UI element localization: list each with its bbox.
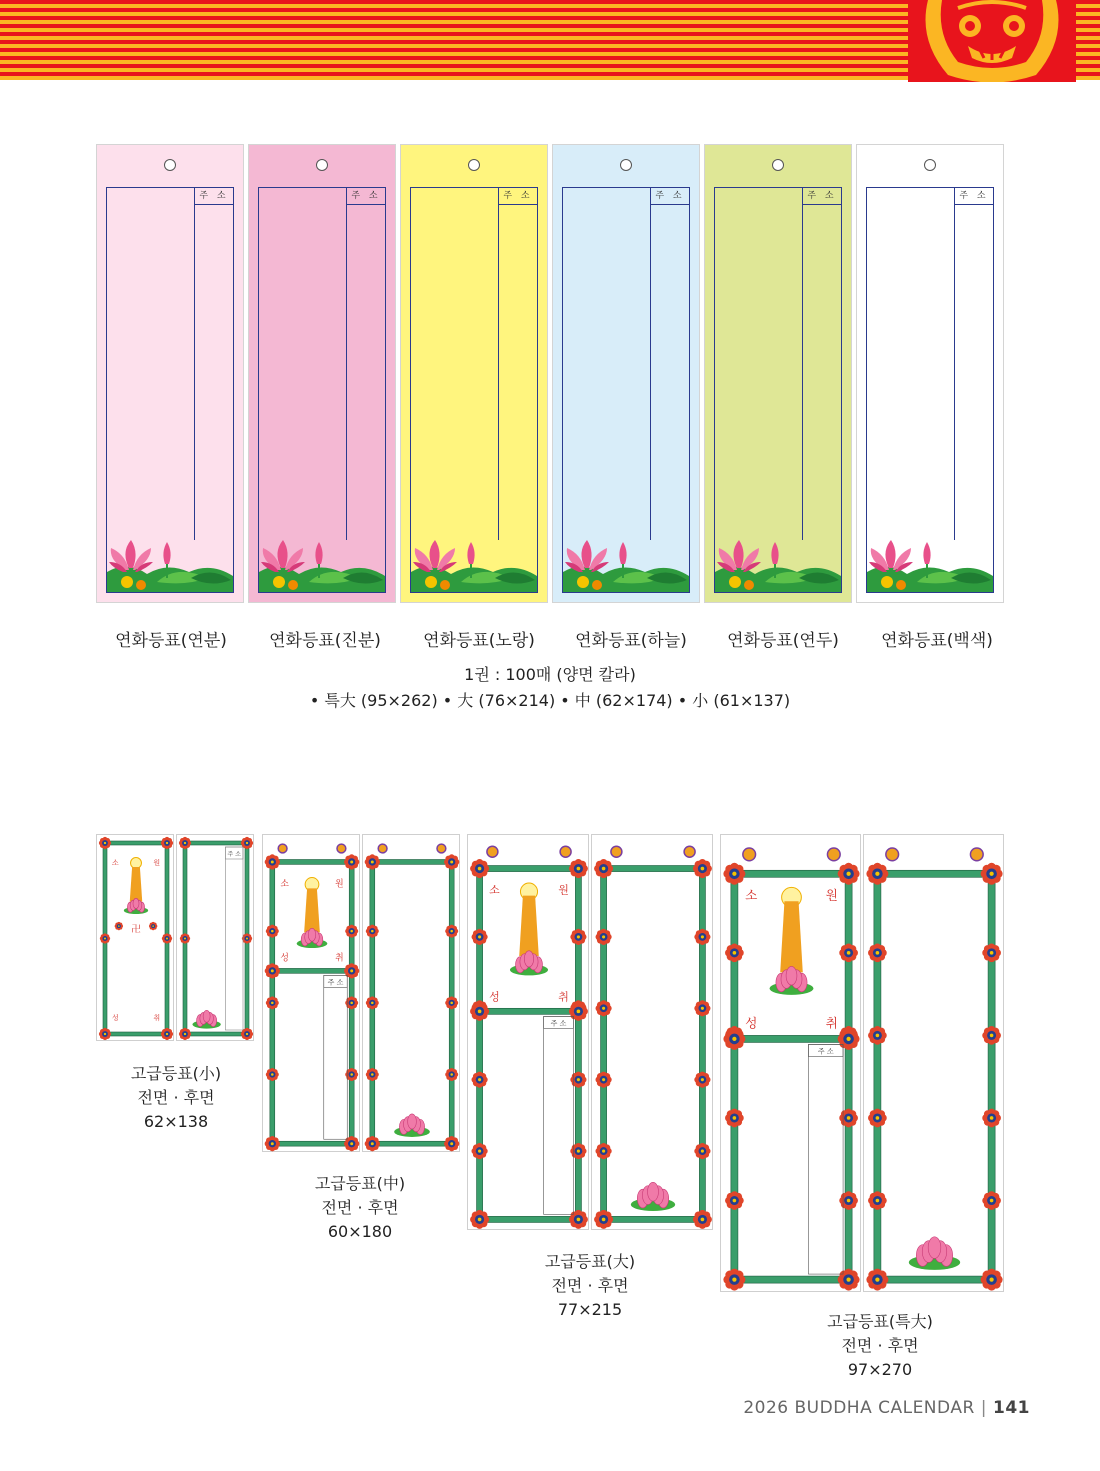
side-rosette-icon (868, 943, 887, 962)
corner-rosette-icon (161, 837, 173, 849)
corner-rosette-icon (594, 859, 613, 878)
frame-divider (270, 968, 354, 973)
premium-tag-medium-back (362, 834, 460, 1152)
char-top-left: 소 (745, 887, 758, 903)
premium-tag-small-front (96, 834, 174, 1041)
char-top-left: 소 (280, 879, 289, 890)
yin-yang-icon (560, 846, 571, 857)
frame-left (731, 870, 738, 1283)
side-rosette-icon (868, 1109, 887, 1128)
address-label: 주 소 (651, 188, 689, 205)
premium-size: 62×138 (143, 1112, 209, 1131)
frame-top (270, 860, 354, 865)
side-rosette-icon (366, 1068, 379, 1081)
side-rosette-icon (266, 925, 279, 938)
tag-info-line-1: 1권 : 100매 (양면 칼라) (464, 665, 636, 684)
premium-tag-medium-front (262, 834, 360, 1152)
lotus-flower-icon (563, 538, 689, 592)
side-rosette-icon (366, 996, 379, 1009)
corner-rosette-icon (866, 863, 888, 885)
char-bottom-right: 취 (335, 953, 344, 964)
tag-frame (106, 187, 234, 593)
lotus-flower-icon (259, 538, 385, 592)
address-label: 주 소 (227, 851, 241, 858)
address-column (808, 1044, 843, 1274)
char-bottom-left: 성 (280, 953, 289, 964)
corner-rosette-icon (99, 1028, 111, 1040)
premium-tag-art (468, 835, 590, 1231)
footer-separator: | (980, 1398, 987, 1418)
char-bottom-right: 취 (153, 1013, 161, 1022)
side-rosette-icon (149, 922, 157, 930)
page-footer (743, 1398, 1030, 1418)
address-column (544, 1016, 574, 1214)
lotus-tag-caption: 연화등표(하늘) (575, 631, 687, 651)
char-bottom-right: 취 (558, 990, 569, 1004)
premium-tag-xlarge-front (720, 834, 861, 1292)
side-rosette-icon (366, 925, 379, 938)
address-label: 주 소 (955, 188, 993, 205)
corner-rosette-icon (179, 1028, 191, 1040)
frame-bottom (477, 1216, 582, 1222)
tag-hole-icon (772, 159, 784, 171)
frame-bottom (183, 1032, 249, 1036)
premium-caption-xlarge (790, 1310, 970, 1382)
corner-rosette-icon (866, 1269, 888, 1291)
address-label: 주 소 (803, 188, 841, 205)
premium-tag-art (363, 835, 461, 1153)
tag-frame (714, 187, 842, 593)
side-rosette-icon (982, 1109, 1001, 1128)
corner-rosette-icon (569, 1002, 588, 1021)
char-bottom-left: 성 (111, 1013, 119, 1022)
buddha-figure-icon (780, 887, 803, 972)
char-bottom-left: 성 (489, 990, 500, 1004)
side-rosette-icon (570, 929, 586, 945)
yin-yang-icon (684, 846, 695, 857)
frame-bottom (370, 1141, 454, 1146)
corner-rosette-icon (344, 963, 359, 978)
premium-name: 고급등표(小) (130, 1064, 222, 1083)
premium-tag-small-back (176, 834, 254, 1041)
side-rosette-icon (242, 933, 252, 943)
lotus-tag-2 (248, 144, 396, 603)
yin-yang-icon (378, 844, 387, 853)
side-rosette-icon (180, 933, 190, 943)
frame-divider (477, 1008, 582, 1014)
frame-bottom (601, 1216, 706, 1222)
side-rosette-icon (725, 1109, 744, 1128)
corner-rosette-icon (265, 1136, 280, 1151)
tag-hole-icon (924, 159, 936, 171)
lotus-flower-icon (631, 1182, 675, 1211)
side-rosette-icon (596, 929, 612, 945)
yin-yang-icon (337, 844, 346, 853)
char-bottom-left: 성 (745, 1015, 758, 1031)
side-rosette-icon (162, 933, 172, 943)
char-bottom-right: 취 (825, 1015, 838, 1031)
frame-right (845, 870, 852, 1283)
corner-rosette-icon (693, 859, 712, 878)
char-top-right: 원 (558, 883, 569, 897)
lotus-tag-4 (552, 144, 700, 603)
lotus-flower-icon (192, 1010, 220, 1028)
corner-rosette-icon (838, 863, 860, 885)
side-rosette-icon (596, 1000, 612, 1016)
lotus-flower-icon (107, 538, 233, 592)
frame-left (477, 866, 483, 1223)
yin-yang-icon (827, 848, 840, 861)
address-column (324, 975, 347, 1139)
corner-rosette-icon (179, 837, 191, 849)
lotus-tag-caption: 연화등표(연분) (115, 631, 227, 651)
corner-rosette-icon (161, 1028, 173, 1040)
premium-caption-medium (280, 1172, 440, 1244)
address-label: 주 소 (499, 188, 537, 205)
frame-left (601, 866, 607, 1223)
address-column (346, 188, 385, 540)
address-column (954, 188, 993, 540)
premium-name: 고급등표(大) (544, 1252, 636, 1271)
tag-frame (866, 187, 994, 593)
premium-size: 97×270 (847, 1360, 913, 1379)
corner-rosette-icon (723, 1269, 745, 1291)
corner-rosette-icon (99, 837, 111, 849)
corner-rosette-icon (365, 1136, 380, 1151)
premium-tag-xlarge-back (863, 834, 1004, 1292)
corner-rosette-icon (838, 1269, 860, 1291)
yin-yang-icon (970, 848, 983, 861)
buddha-figure-icon (304, 878, 320, 933)
premium-tag-art (177, 835, 255, 1042)
premium-name: 고급등표(특大) (827, 1312, 933, 1331)
side-rosette-icon (725, 1191, 744, 1210)
lotus-flower-icon (510, 951, 548, 976)
lotus-flower-icon (909, 1237, 960, 1270)
yin-yang-icon (437, 844, 446, 853)
side-rosette-icon (982, 943, 1001, 962)
side-rosette-icon (596, 1072, 612, 1088)
lotus-tag-6 (856, 144, 1004, 603)
frame-top (601, 866, 706, 872)
lotus-flower-icon (297, 928, 328, 948)
frame-top (103, 841, 169, 845)
side-rosette-icon (472, 1072, 488, 1088)
side-rosette-icon (725, 943, 744, 962)
tag-hole-icon (620, 159, 632, 171)
frame-bottom (103, 1032, 169, 1036)
corner-rosette-icon (723, 863, 745, 885)
side-rosette-icon (445, 925, 458, 938)
side-rosette-icon (839, 1109, 858, 1128)
corner-rosette-icon (569, 1210, 588, 1229)
char-top-right: 원 (153, 858, 161, 867)
lotus-tag-caption: 연화등표(노랑) (423, 631, 535, 651)
corner-rosette-icon (265, 963, 280, 978)
buddha-figure-icon (130, 858, 142, 902)
address-label: 주 소 (817, 1047, 834, 1056)
side-rosette-icon (472, 1143, 488, 1159)
lotus-tag-3 (400, 144, 548, 603)
address-label: 주 소 (347, 188, 385, 205)
char-top-left: 소 (489, 883, 500, 897)
page-number: 141 (993, 1398, 1030, 1418)
corner-rosette-icon (444, 1136, 459, 1151)
corner-rosette-icon (594, 1210, 613, 1229)
frame-bottom (731, 1276, 852, 1283)
buddha-figure-icon (519, 883, 539, 956)
address-label: 주 소 (327, 978, 344, 987)
corner-rosette-icon (838, 1028, 860, 1050)
side-rosette-icon (266, 1068, 279, 1081)
side-rosette-icon (345, 925, 358, 938)
corner-rosette-icon (569, 859, 588, 878)
tag-hole-icon (164, 159, 176, 171)
side-rosette-icon (839, 943, 858, 962)
side-rosette-icon (570, 1072, 586, 1088)
frame-bottom (270, 1141, 354, 1146)
premium-tag-art (721, 835, 862, 1293)
lotus-flower-icon (770, 966, 814, 994)
side-rosette-icon (982, 1026, 1001, 1045)
premium-tag-large-back (591, 834, 713, 1230)
side-rosette-icon (868, 1026, 887, 1045)
corner-rosette-icon (981, 863, 1003, 885)
frame-top (370, 860, 454, 865)
tag-info-line-2: • 특大 (95×262) • 大 (76×214) • 中 (62×174) • 小 (61×137) (309, 691, 791, 710)
premium-tag-large-front (467, 834, 589, 1230)
side-rosette-icon (266, 996, 279, 1009)
address-column (802, 188, 841, 540)
corner-rosette-icon (470, 1002, 489, 1021)
premium-caption-small (96, 1062, 256, 1134)
frame-left (874, 870, 881, 1283)
address-column (498, 188, 537, 540)
premium-tag-art (592, 835, 714, 1231)
premium-sides: 전면 · 후면 (841, 1336, 919, 1355)
lotus-flower-icon (124, 898, 148, 914)
address-column (194, 188, 233, 540)
frame-right (575, 866, 581, 1223)
corner-rosette-icon (470, 1210, 489, 1229)
frame-top (731, 870, 852, 877)
premium-name: 고급등표(中) (314, 1174, 406, 1193)
footer-title: 2026 BUDDHA CALENDAR (743, 1398, 975, 1418)
premium-caption-large (510, 1250, 670, 1322)
lotus-flower-icon (394, 1114, 430, 1137)
side-rosette-icon (115, 922, 123, 930)
lotus-tag-caption: 연화등표(백색) (881, 631, 993, 651)
lotus-tag-caption: 연화등표(연두) (727, 631, 839, 651)
frame-top (477, 866, 582, 872)
yin-yang-icon (487, 846, 498, 857)
side-rosette-icon (694, 929, 710, 945)
side-rosette-icon (839, 1191, 858, 1210)
yin-yang-icon (611, 846, 622, 857)
yin-yang-icon (278, 844, 287, 853)
frame-top (874, 870, 995, 877)
char-top-right: 원 (825, 887, 838, 903)
tag-hole-icon (316, 159, 328, 171)
address-column (225, 847, 243, 1030)
address-column (650, 188, 689, 540)
yin-yang-icon (743, 848, 756, 861)
premium-tag-art (263, 835, 361, 1153)
corner-rosette-icon (265, 854, 280, 869)
address-label: 주 소 (550, 1019, 567, 1028)
yin-yang-icon (886, 848, 899, 861)
premium-size: 60×180 (327, 1222, 393, 1241)
side-rosette-icon (694, 1143, 710, 1159)
side-rosette-icon (596, 1143, 612, 1159)
swastika-mark: 卍 (131, 924, 141, 936)
side-rosette-icon (694, 1072, 710, 1088)
premium-size: 77×215 (557, 1300, 623, 1319)
side-rosette-icon (570, 1143, 586, 1159)
char-top-right: 원 (335, 879, 344, 890)
frame-right (988, 870, 995, 1283)
lotus-flower-icon (715, 538, 841, 592)
frame-right (699, 866, 705, 1223)
lotus-flower-icon (867, 538, 993, 592)
lotus-tag-caption: 연화등표(진분) (269, 631, 381, 651)
corner-rosette-icon (470, 859, 489, 878)
side-rosette-icon (445, 1068, 458, 1081)
premium-tag-art (97, 835, 175, 1042)
side-rosette-icon (100, 933, 110, 943)
lotus-tag-5 (704, 144, 852, 603)
lotus-tag-1 (96, 144, 244, 603)
address-label: 주 소 (195, 188, 233, 205)
corner-rosette-icon (344, 854, 359, 869)
premium-sides: 전면 · 후면 (137, 1088, 215, 1107)
corner-rosette-icon (981, 1269, 1003, 1291)
lotus-flower-icon (411, 538, 537, 592)
side-rosette-icon (445, 996, 458, 1009)
tag-hole-icon (468, 159, 480, 171)
corner-rosette-icon (693, 1210, 712, 1229)
dragon-mask-icon (908, 0, 1076, 82)
frame-divider (731, 1035, 852, 1042)
frame-top (183, 841, 249, 845)
tag-frame (258, 187, 386, 593)
premium-sides: 전면 · 후면 (551, 1276, 629, 1295)
side-rosette-icon (982, 1191, 1001, 1210)
side-rosette-icon (472, 929, 488, 945)
side-rosette-icon (868, 1191, 887, 1210)
corner-rosette-icon (365, 854, 380, 869)
corner-rosette-icon (344, 1136, 359, 1151)
frame-bottom (874, 1276, 995, 1283)
char-top-left: 소 (111, 858, 119, 867)
tag-frame (410, 187, 538, 593)
corner-rosette-icon (723, 1028, 745, 1050)
corner-rosette-icon (444, 854, 459, 869)
tag-frame (562, 187, 690, 593)
side-rosette-icon (694, 1000, 710, 1016)
premium-tag-art (864, 835, 1005, 1293)
premium-sides: 전면 · 후면 (321, 1198, 399, 1217)
